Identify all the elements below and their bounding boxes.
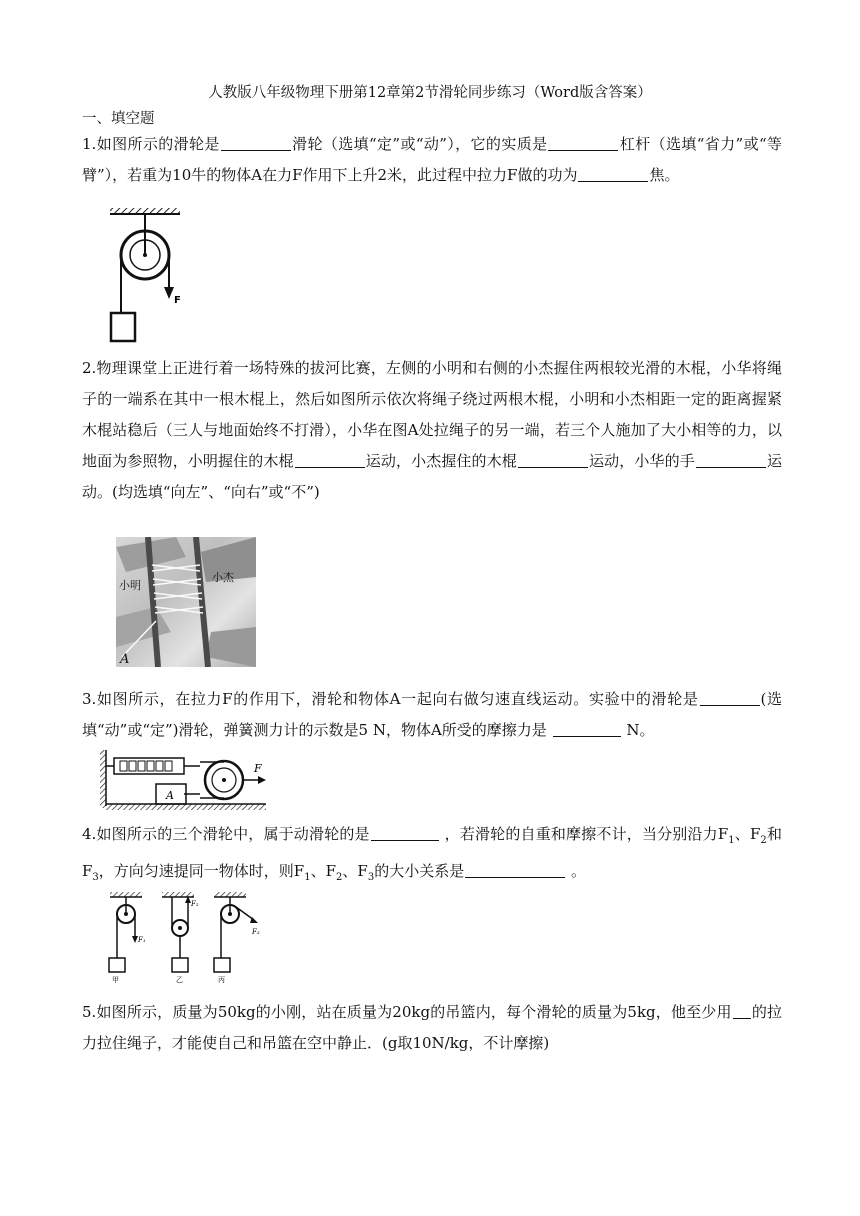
block-a-label: A bbox=[166, 789, 174, 802]
xiaojie-label: 小杰 bbox=[212, 571, 234, 584]
answer-blank[interactable] bbox=[295, 451, 365, 468]
q1-text-d: 焦。 bbox=[649, 166, 680, 184]
q4-text-d: 和F bbox=[82, 825, 782, 880]
answer-blank[interactable] bbox=[518, 451, 588, 468]
q4-text-i: 。 bbox=[570, 862, 586, 880]
subscript: 1 bbox=[728, 835, 735, 846]
answer-blank[interactable] bbox=[578, 165, 648, 182]
label-1: 甲 bbox=[112, 976, 119, 984]
f1-label: F₁ bbox=[138, 936, 146, 944]
answer-blank[interactable] bbox=[696, 451, 766, 468]
spring-scale-pulley-figure bbox=[100, 748, 272, 812]
q1-text-b: 滑轮（选填“定”或“动”），它的实质是 bbox=[291, 135, 548, 153]
answer-blank[interactable] bbox=[465, 861, 565, 878]
question-1 bbox=[82, 129, 782, 191]
force-label: F bbox=[174, 295, 181, 306]
fixed-pulley-figure bbox=[108, 205, 200, 345]
answer-blank[interactable] bbox=[700, 689, 760, 706]
answer-blank[interactable] bbox=[733, 1002, 751, 1019]
q4-text-h: 的大小关系是 bbox=[374, 862, 465, 880]
f2-label: F₂ bbox=[191, 900, 199, 908]
q1-text-c: 杠杆（选填“省力”或“等臂”），若重为10牛的物体A在力F作用下上升2米，此过程中拉力F做的功为 bbox=[82, 135, 782, 184]
q4-text-a: 4.如图所示的三个滑轮中，属于动滑轮的是 bbox=[82, 825, 370, 843]
q3-text-b: (选填“动”或“定”)滑轮，弹簧测力计的示数是5 N，物体A所受的摩擦力是 bbox=[82, 690, 783, 739]
subscript: 3 bbox=[367, 872, 375, 883]
section-heading: 一、填空题 bbox=[82, 111, 155, 127]
q4-text-c: 、F bbox=[734, 825, 761, 843]
force-label: F bbox=[254, 762, 262, 775]
question-2 bbox=[82, 353, 782, 508]
point-a-label: A bbox=[120, 652, 130, 667]
three-pulleys-figure bbox=[102, 890, 270, 986]
subscript: 3 bbox=[92, 872, 99, 883]
q4-text-g: 、F bbox=[342, 862, 368, 880]
question-3 bbox=[82, 684, 782, 746]
q5-text-b: 的拉力拉住绳子，才能使自己和吊篮在空中静止．(g取10N/kg，不计摩擦) bbox=[82, 1003, 782, 1052]
q2-text-a: 2.物理课堂上正进行着一场特殊的拔河比赛，左侧的小明和右侧的小杰握住两根较光滑的木棍，小华将绳子的一端系在其中一根木棍上，然后如图所示依次将绳子绕过两根木棍，小明和小杰相距一定的距离握紧木棍站稳后（三人与地面始终不打滑），小华在图A处拉绳子的另一端，若三个人施加了大小相等的力，以地面为参照物，小明握住的木棍 bbox=[82, 359, 782, 470]
subscript: 2 bbox=[760, 835, 767, 846]
question-5 bbox=[82, 997, 782, 1059]
answer-blank[interactable] bbox=[548, 134, 618, 151]
q3-text-c: N。 bbox=[626, 721, 655, 739]
q2-text-b: 运动，小杰握住的木棍 bbox=[365, 452, 517, 470]
q2-text-d: 运动。(均选填“向左”、“向右”或“不”) bbox=[82, 452, 782, 501]
q5-text-a: 5.如图所示，质量为50kg的小刚，站在质量为20kg的吊篮内，每个滑轮的质量为5kg，他至少用 bbox=[82, 1003, 732, 1021]
answer-blank[interactable] bbox=[221, 134, 291, 151]
q4-text-f: 、F bbox=[310, 862, 337, 880]
q4-text-e: ，方向匀速提同一物体时，则F bbox=[98, 862, 305, 880]
q1-text-a: 1.如图所示的滑轮是 bbox=[82, 135, 220, 153]
q3-text-a: 3.如图所示，在拉力F的作用下，滑轮和物体A一起向右做匀速直线运动。实验中的滑轮是 bbox=[82, 690, 699, 708]
answer-blank[interactable] bbox=[371, 824, 439, 841]
q4-text-b: ，若滑轮的自重和摩擦不计，当分别沿力F bbox=[444, 825, 729, 843]
f3-label: F₃ bbox=[252, 928, 260, 936]
document-title: 人教版八年级物理下册第12章第2节滑轮同步练习（Word版含答案） bbox=[208, 85, 652, 101]
label-2: 乙 bbox=[176, 976, 183, 984]
question-4 bbox=[82, 819, 782, 893]
subscript: 2 bbox=[336, 872, 343, 883]
q2-text-c: 运动，小华的手 bbox=[588, 452, 695, 470]
xiaoming-label: 小明 bbox=[119, 579, 141, 592]
label-3: 丙 bbox=[218, 976, 225, 984]
tug-of-war-photo bbox=[116, 537, 256, 667]
subscript: 1 bbox=[304, 872, 311, 883]
answer-blank[interactable] bbox=[553, 720, 621, 737]
